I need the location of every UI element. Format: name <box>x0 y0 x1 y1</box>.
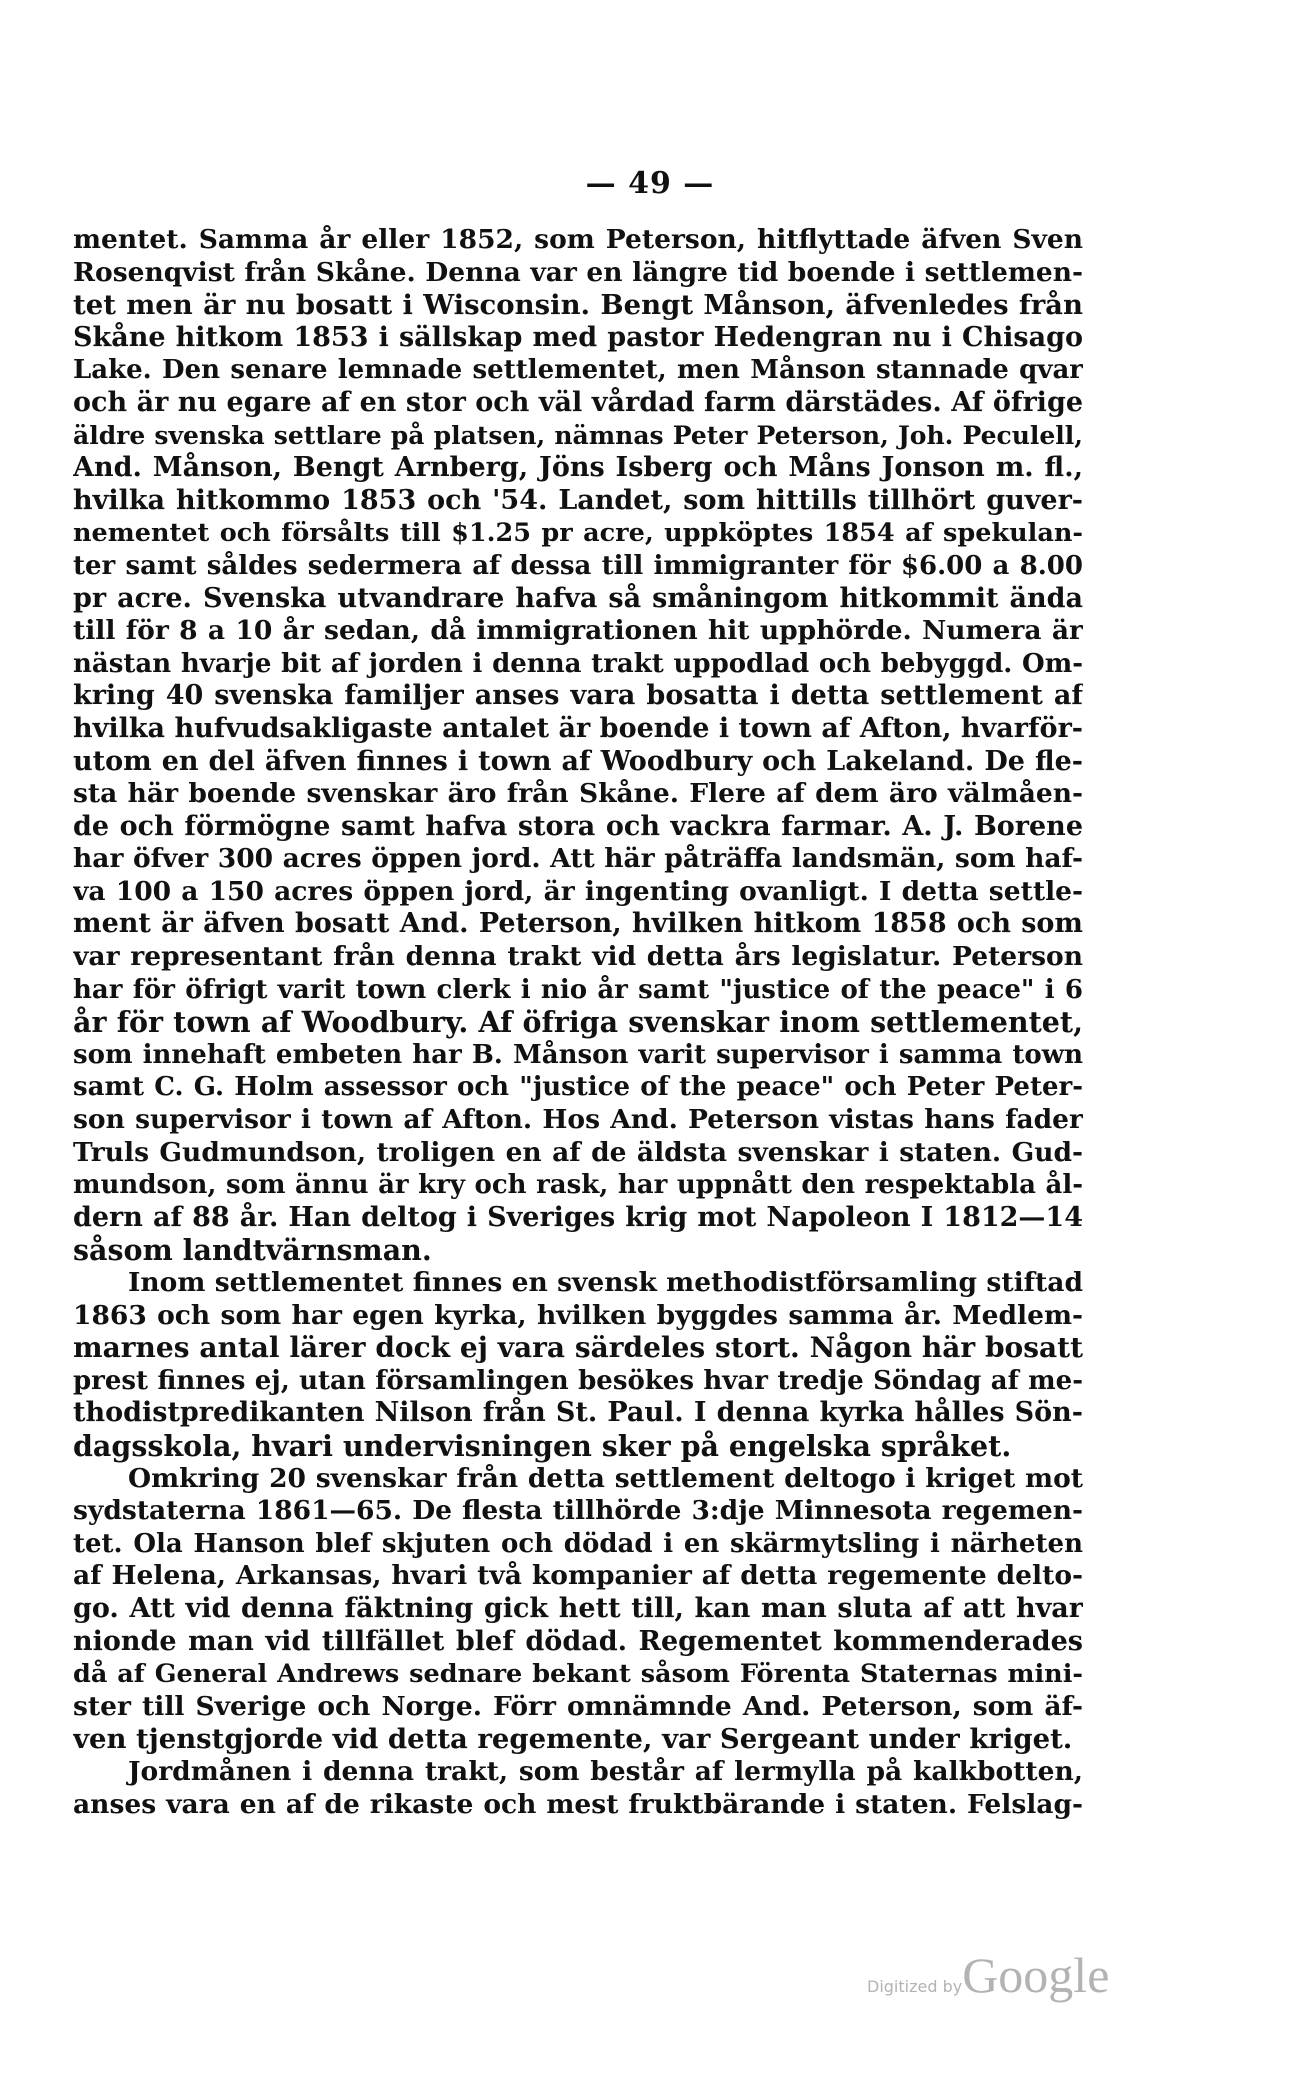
text-line: sta här boende svenskar äro från Skåne. Flere af dem äro välmåen- <box>73 778 1083 810</box>
watermark-prefix: Digitized by <box>867 1977 963 1996</box>
text-line: tet men är nu bosatt i Wisconsin. Bengt Månson, äfvenledes från <box>73 289 1083 322</box>
page-number: — 49 — <box>585 166 715 201</box>
text-line: Rosenqvist från Skåne. Denna var en längre tid boende i settlemen- <box>73 256 1083 288</box>
text-line: mentet. Samma år eller 1852, som Peterson, hitflyttade äfven Sven <box>73 224 1083 255</box>
text-line: ven tjenstgjorde vid detta regemente, var Sergeant under kriget. <box>73 1723 1073 1756</box>
text-line: äldre svenska settlare på platsen, nämnas Peter Peterson, Joh. Peculell, <box>73 420 1083 450</box>
text-line: samt C. G. Holm assessor och "justice of the peace" och Peter Peter- <box>73 1072 1083 1103</box>
text-line: hvilka hufvudsakligaste antalet är boende i town af Afton, hvarför- <box>73 712 1083 744</box>
text-line: marnes antal lärer dock ej vara särdeles stort. Någon här bosatt <box>73 1332 1083 1365</box>
text-line: utom en del äfven finnes i town af Woodbury och Lakeland. De fle- <box>73 745 1083 777</box>
text-line: ment är äfven bosatt And. Peterson, hvilken hitkom 1858 och som <box>73 908 1083 940</box>
text-line: va 100 a 150 acres öppen jord, är ingenting ovanligt. I detta settle- <box>73 875 1083 907</box>
text-line: kring 40 svenska familjer anses vara bosatta i detta settlement af <box>73 680 1083 712</box>
watermark-logo: Google <box>962 1947 1110 2003</box>
text-line: nästan hvarje bit af jorden i denna trakt uppodlad och bebyggd. Om- <box>73 648 1083 679</box>
body-text <box>73 224 1083 1821</box>
text-line: då af General Andrews sednare bekant såsom Förenta Staternas mini- <box>73 1659 1083 1690</box>
text-line: prest finnes ej, utan församlingen besökes hvar tredje Söndag af me- <box>73 1365 1083 1396</box>
digitized-watermark <box>867 1946 1127 2006</box>
text-line: nementet och försålts till $1.25 pr acre, uppköptes 1854 af spekulan- <box>73 518 1083 549</box>
text-line: Inom settlementet finnes en svensk methodistförsamling stiftad <box>128 1267 1083 1298</box>
text-line: Lake. Den senare lemnade settlementet, men Månson stannade qvar <box>73 355 1083 386</box>
text-line: dagsskola, hvari undervisningen sker på engelska språket. <box>73 1429 1012 1463</box>
text-line: som innehaft embeten har B. Månson varit supervisor i samma town <box>73 1039 1083 1070</box>
text-line: de och förmögne samt hafva stora och vackra farmar. A. J. Borene <box>73 810 1083 842</box>
text-line: var representant från denna trakt vid detta års legislatur. Peterson <box>73 941 1083 973</box>
text-line: mundson, som ännu är kry och rask, har uppnått den respektabla ål- <box>73 1170 1083 1201</box>
text-line: nionde man vid tillfället blef dödad. Regementet kommenderades <box>73 1625 1083 1657</box>
text-line: har öfver 300 acres öppen jord. Att här påträffa landsmän, som haf- <box>73 843 1083 875</box>
text-line: anses vara en af de rikaste och mest fruktbärande i staten. Felslag- <box>73 1788 1083 1820</box>
text-line: tet. Ola Hanson blef skjuten och dödad i en skärmytsling i närheten <box>73 1528 1083 1559</box>
text-line: har för öfrigt varit town clerk i nio år samt "justice of the peace" i 6 <box>73 974 1083 1005</box>
text-line: till för 8 a 10 år sedan, då immigrationen hit upphörde. Numera är <box>73 615 1083 647</box>
text-line: hvilka hitkommo 1853 och '54. Landet, som hittills tillhört guver- <box>73 484 1083 516</box>
text-line: af Helena, Arkansas, hvari två kompanier af detta regemente delto- <box>73 1560 1083 1592</box>
text-line: sydstaterna 1861—65. De flesta tillhörde 3:dje Minnesota regemen- <box>73 1495 1083 1527</box>
text-line: och är nu egare af en stor och väl vårdad farm därstädes. Af öfrige <box>73 386 1083 418</box>
text-line: dern af 88 år. Han deltog i Sveriges krig mot Napoleon I 1812—14 <box>73 1201 1083 1233</box>
text-line: Omkring 20 svenskar från detta settlement deltogo i kriget mot <box>128 1462 1083 1494</box>
text-line: pr acre. Svenska utvandrare hafva så småningom hitkommit ända <box>73 582 1083 614</box>
text-line: And. Månson, Bengt Arnberg, Jöns Isberg och Måns Jonson m. fl., <box>73 452 1083 484</box>
text-line: son supervisor i town af Afton. Hos And. Peterson vistas hans fader <box>73 1104 1083 1136</box>
text-line: Truls Gudmundson, troligen en af de äldsta svenskar i staten. Gud- <box>73 1136 1083 1168</box>
text-line: Jordmånen i denna trakt, som består af lermylla på kalkbotten, <box>128 1755 1083 1787</box>
text-line: såsom landtvärnsman. <box>73 1234 432 1267</box>
text-line: ster till Sverige och Norge. Förr omnämnde And. Peterson, som äf- <box>73 1690 1083 1722</box>
text-line: Skåne hitkom 1853 i sällskap med pastor Hedengran nu i Chisago <box>73 321 1083 353</box>
text-line: go. Att vid denna fäktning gick hett till, kan man sluta af att hvar <box>73 1592 1083 1624</box>
text-line: ter samt såldes sedermera af dessa till immigranter för $6.00 a 8.00 <box>73 550 1083 581</box>
text-line: thodistpredikanten Nilson från St. Paul. I denna kyrka hålles Sön- <box>73 1397 1083 1429</box>
text-line: år för town af Woodbury. Af öfriga svenskar inom settlementet, <box>73 1006 1083 1039</box>
text-line: 1863 och som har egen kyrka, hvilken byggdes samma år. Medlem- <box>73 1299 1083 1331</box>
